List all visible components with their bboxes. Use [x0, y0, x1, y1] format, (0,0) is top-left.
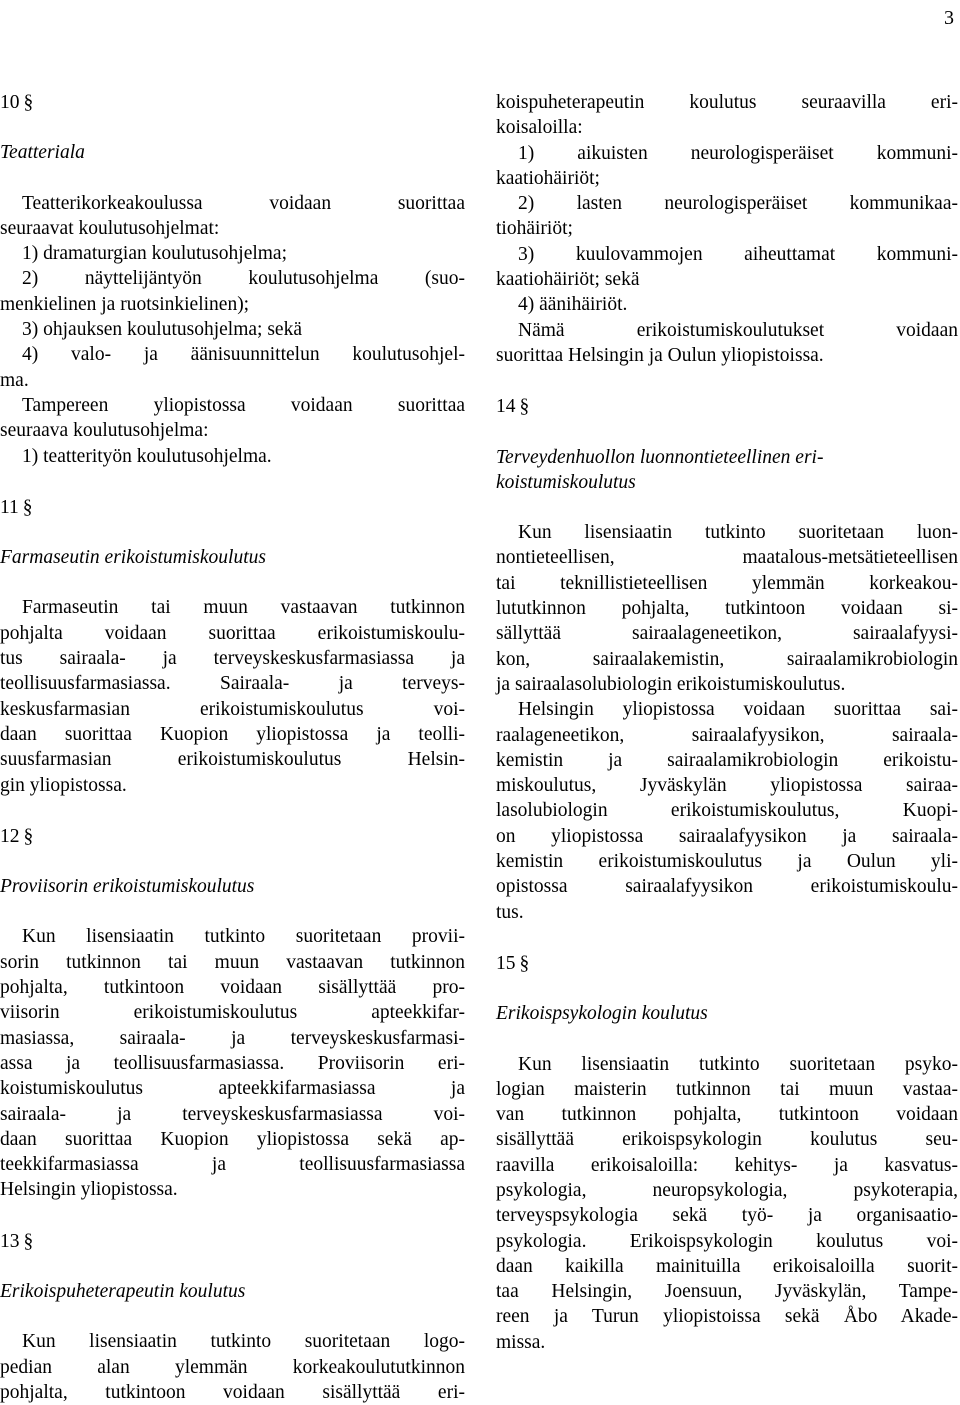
text-line: assa ja teollisuusfarmasiassa. Proviisorin eri- — [0, 1052, 465, 1074]
text-line: tus sairaala- ja terveyskeskusfarmasiassa ja — [0, 648, 465, 670]
text-line: gin yliopistossa. — [0, 774, 127, 796]
text-line: seuraava koulutusohjelma: — [0, 420, 209, 442]
text-line: pohjalta, tutkintoon voidaan sisällyttää eri- — [0, 1381, 465, 1403]
section-symbol: § — [23, 92, 34, 113]
section-symbol: § — [519, 952, 530, 974]
text-line: reen ja Turun yliopistoissa sekä Åbo Akade- — [496, 1306, 958, 1328]
text-line: 1) teatterityön koulutusohjelma. — [22, 445, 272, 467]
text-line: koispuheterapeutin koulutus seuraavilla eri- — [496, 92, 958, 113]
text-line: Kun lisensiaatin tutkinto suoritetaan logo- — [22, 1331, 465, 1353]
text-line: psykologia, neuropsykologia, psykoterapia, — [496, 1179, 958, 1201]
text-line: 3) ohjauksen koulutusohjelma; sekä — [22, 319, 302, 341]
text-line: ma. — [0, 369, 29, 391]
text-line: koisaloilla: — [496, 117, 583, 139]
text-line: Kun lisensiaatin tutkinto suoritetaan psyko- — [518, 1053, 958, 1075]
text-line: tiohäiriöt; — [496, 218, 573, 240]
text-line: 4) valo- ja äänisuunnittelun koulutusohjel- — [22, 344, 465, 366]
text-line: missa. — [496, 1331, 546, 1353]
text-line: Kun lisensiaatin tutkinto suoritetaan provii- — [22, 926, 465, 948]
text-line: Farmaseutin tai muun vastaavan tutkinnon — [22, 597, 465, 619]
text-line: on yliopistossa sairaalafyysikon ja sairaala- — [496, 825, 958, 847]
text-line: van tutkinnon pohjalta, tutkintoon voidaan — [496, 1104, 958, 1126]
title-line: koistumiskoulutus — [496, 471, 636, 493]
text-line: psykologia. Erikoispsykologin koulutus voi- — [496, 1230, 958, 1252]
text-line: 2) lasten neurologisperäiset kommunikaa- — [518, 193, 958, 215]
text-line: 3) kuulovammojen aiheuttamat kommuni- — [518, 243, 958, 265]
section-12-paragraph — [0, 924, 465, 1202]
text-line: sairaala- ja terveyskeskusfarmasiassa voi- — [0, 1103, 465, 1125]
text-line: raalageneetikon, sairaalafyysikon, sairaala- — [496, 724, 958, 746]
text-line: 1) dramaturgian koulutusohjelma; — [22, 243, 288, 265]
section-13-paragraph — [0, 1329, 465, 1405]
section-15-heading: 15 § — [496, 951, 958, 976]
section-15-paragraph — [496, 1052, 958, 1356]
text-line: suorittaa Helsingin ja Oulun yliopistoissa. — [496, 344, 824, 366]
text-line: teekkifarmasiassa ja teollisuusfarmasiassa — [0, 1154, 465, 1176]
text-line: 4) äänihäiriöt. — [518, 294, 628, 316]
section-12-heading: 12 § — [0, 824, 465, 849]
text-line: pohjalta voidaan suorittaa erikoistumiskoulu- — [0, 622, 465, 644]
section-13-continuation — [496, 90, 958, 368]
text-line: viisorin erikoistumiskoulutus apteekkifar- — [0, 1002, 465, 1024]
text-line: Helsingin yliopistossa. — [0, 1179, 178, 1201]
text-line: Teatterikorkeakoulussa voidaan suorittaa — [22, 192, 465, 214]
section-11-paragraph — [0, 595, 465, 797]
right-column — [496, 90, 958, 1355]
text-line: terveyspsykologia sekä työ- ja organisaatio- — [496, 1205, 958, 1227]
text-line: kemistin ja sairaalamikrobiologin erikoistu- — [496, 749, 958, 771]
text-line: koistumiskoulutus apteekkifarmasiassa ja — [0, 1078, 465, 1100]
text-line: sisällyttää erikoispsykologin koulutus seu- — [496, 1129, 958, 1151]
text-line: lututkinnon pohjalta, tutkintoon voidaan si- — [496, 598, 958, 620]
text-line: Helsingin yliopistossa voidaan suorittaa sai- — [518, 699, 958, 721]
text-line: raavilla erikoisaloilla: kehitys- ja kasvatus- — [496, 1154, 958, 1176]
section-13-heading: 13 § — [0, 1229, 465, 1254]
text-line: daan suorittaa Kuopion yliopistossa ja teolli- — [0, 723, 465, 745]
text-line: seuraavat koulutusohjelmat: — [0, 217, 220, 239]
section-12-title: Proviisorin erikoistumiskoulutus — [0, 876, 255, 898]
text-line: kemistin erikoistumiskoulutus ja Oulun yli- — [496, 851, 958, 873]
text-line: suusfarmasian erikoistumiskoulutus Helsin- — [0, 749, 465, 771]
text-line: kon, sairaalakemistin, sairaalamikrobiologin — [496, 648, 958, 670]
section-14-paragraph — [496, 520, 958, 925]
text-line: Nämä erikoistumiskoulutukset voidaan — [518, 319, 958, 341]
section-11-heading: 11 § — [0, 495, 465, 520]
section-10-title: Teatteriala — [0, 142, 85, 164]
text-line: nontieteellisen, maatalous-metsätieteellisen — [496, 547, 958, 569]
section-14-title — [496, 445, 958, 496]
section-symbol: § — [23, 825, 34, 847]
title-line: Terveydenhuollon luonnontieteellinen eri- — [496, 446, 824, 468]
section-13-title: Erikoispuheterapeutin koulutus — [0, 1280, 246, 1302]
text-line: 2) näyttelijäntyön koulutusohjelma (suo- — [22, 268, 465, 290]
text-line: logian maisterin tutkinnon tai muun vastaa- — [496, 1078, 958, 1100]
section-10-heading: 10 § — [0, 90, 465, 115]
text-line: daan suorittaa Kuopion yliopistossa sekä ap- — [0, 1128, 465, 1150]
section-15-title: Erikoispsykologin koulutus — [496, 1003, 708, 1025]
section-symbol: § — [23, 1230, 34, 1252]
text-line: masiassa, sairaala- ja terveyskeskusfarmasi- — [0, 1027, 465, 1049]
section-symbol: § — [22, 496, 33, 518]
text-line: kaatiohäiriöt; — [496, 167, 600, 189]
text-line: tai teknillistieteellisen ylemmän korkeakou- — [496, 572, 958, 594]
left-column — [0, 90, 465, 1405]
text-line: teollisuusfarmasiassa. Sairaala- ja terveys- — [0, 673, 465, 695]
text-line: Tampereen yliopistossa voidaan suorittaa — [22, 394, 465, 416]
text-line: tus. — [496, 901, 524, 923]
text-line: pedian alan ylemmän korkeakoulututkinnon — [0, 1356, 465, 1378]
page-number: 3 — [944, 7, 954, 29]
text-line: menkielinen ja ruotsinkielinen); — [0, 293, 250, 315]
text-line: miskoulutus, Jyväskylän yliopistossa sairaa- — [496, 775, 958, 797]
text-line: ja sairaalasolubiologin erikoistumiskoulutus. — [496, 673, 846, 695]
section-10-paragraph-2 — [0, 393, 465, 469]
text-line: taa Helsingin, Joensuun, Jyväskylän, Tampe- — [496, 1281, 958, 1303]
section-11-title: Farmaseutin erikoistumiskoulutus — [0, 547, 266, 569]
text-line: kaatiohäiriöt; sekä — [496, 269, 640, 291]
text-line: keskusfarmasian erikoistumiskoulutus voi- — [0, 698, 465, 720]
section-symbol: § — [519, 396, 530, 418]
text-line: sorin tutkinnon tai muun vastaavan tutkinnon — [0, 951, 465, 973]
text-line: sällyttää sairaalageneetikon, sairaalafyysi- — [496, 623, 958, 645]
text-line: 1) aikuisten neurologisperäiset kommuni- — [518, 142, 958, 164]
text-line: Kun lisensiaatin tutkinto suoritetaan luon- — [518, 522, 958, 544]
section-14-heading: 14 § — [496, 394, 958, 419]
text-line: daan kaikilla mainituilla erikoisaloilla suorit- — [496, 1255, 958, 1277]
text-line: pohjalta, tutkintoon voidaan sisällyttää pro- — [0, 977, 465, 999]
section-10-paragraph-1 — [0, 191, 465, 393]
text-line: opistossa sairaalafyysikon erikoistumiskoulu- — [496, 876, 958, 898]
text-line: lasolubiologin erikoistumiskoulutus, Kuopi- — [496, 800, 958, 822]
